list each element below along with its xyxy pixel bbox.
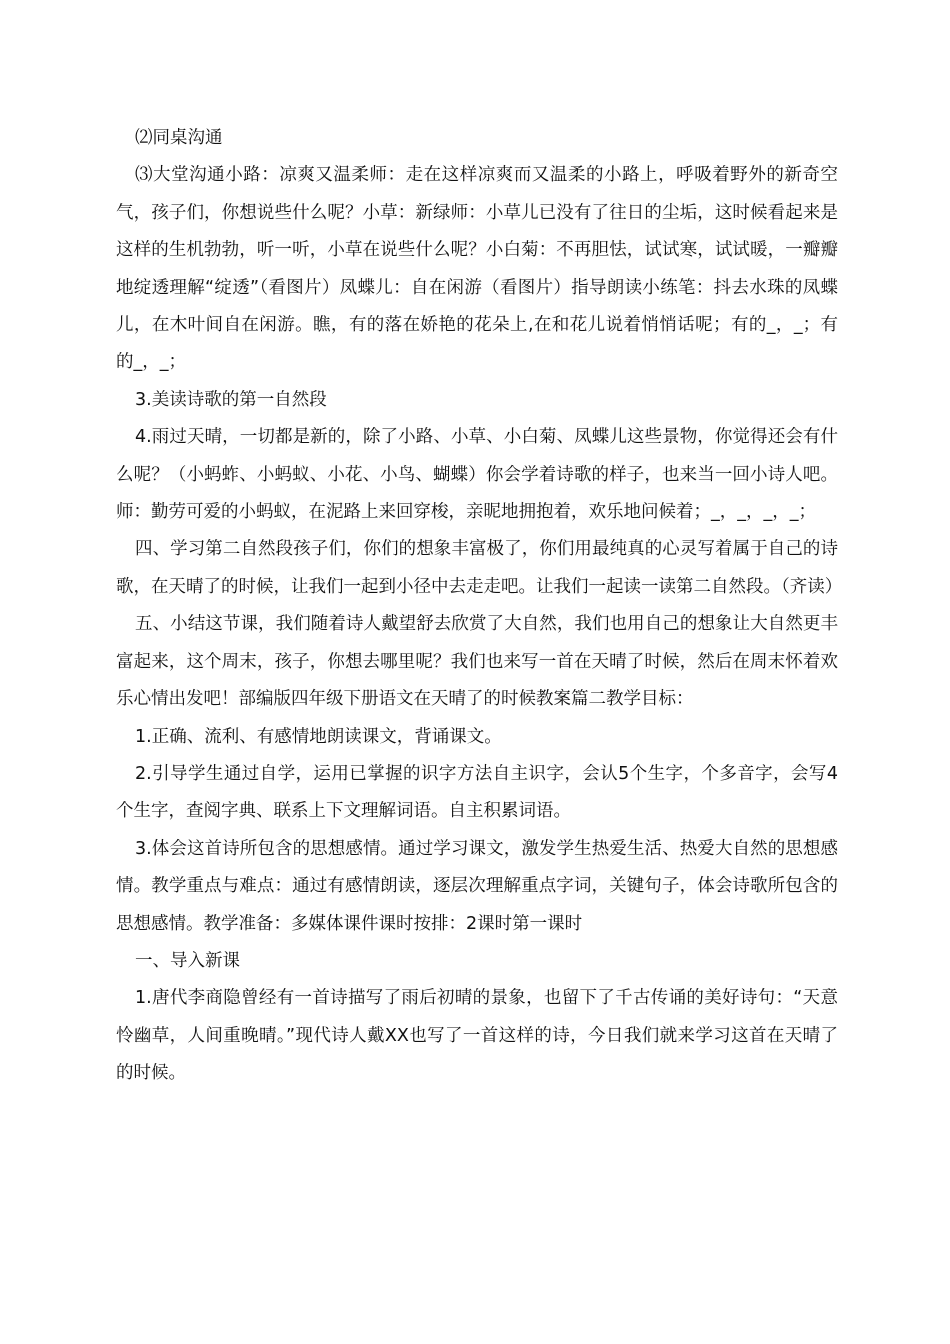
- paragraph-goal-one: 1.正确、流利、有感情地朗读课文，背诵课文。: [135, 726, 502, 747]
- paragraph-section-five: 五、小结这节课，我们随着诗人戴望舒去欣赏了大自然，我们也用自己的想象让大自然更丰富起来，这个周末，孩子，你想去哪里呢？我们也来写一首在天晴了时候，然后在周末怀着欢乐心情出发吧！部编版四年级下册语文在天晴了的时候教案篇二教学目标：: [116, 614, 838, 710]
- document-body: [116, 120, 843, 1093]
- heading-introduction: 一、导入新课: [135, 950, 240, 971]
- paragraph-goal-two: 2.引导学生通过自学，运用已掌握的识字方法自主识字，会认5个生字，个多音字，会写4个生字，查阅字典、联系上下文理解词语。自主积累词语。: [116, 763, 838, 822]
- paragraph-read-first-section: 3.美读诗歌的第一自然段: [135, 389, 327, 410]
- paragraph-goal-three: 3.体会这首诗所包含的思想感情。通过学习课文，激发学生热爱生活、热爱大自然的思想感情。教学重点与难点：通过有感情朗读，逐层次理解重点字词，关键句子，体会诗歌所包含的思想感情。教学准备：多媒体课件课时按排：2课时第一课时: [116, 838, 838, 934]
- paragraph-after-rain: 4.雨过天晴，一切都是新的，除了小路、小草、小白菊、凤蝶儿这些景物，你觉得还会有什么呢？（小蚂蚱、小蚂蚁、小花、小鸟、蝴蝶）你会学着诗歌的样子，也来当一回小诗人吧。师：勤劳可爱的小蚂蚁，在泥路上来回穿梭，亲昵地拥抱着，欢乐地问候着；_，_，_，_；: [116, 427, 838, 523]
- paragraph-class-communication: ⑶大堂沟通小路：凉爽又温柔师：走在这样凉爽而又温柔的小路上，呼吸着野外的新奇空气，孩子们，你想说些什么呢？小草：新绿师：小草儿已没有了往日的尘垢，这时候看起来是这样的生机勃勃，听一听，小草在说些什么呢？小白菊：不再胆怯，试试寒，试试暖，一瓣瓣地绽透理解“绽透”（看图片）凤蝶儿：自在闲游（看图片）指导朗读小练笔：抖去水珠的凤蝶儿，在木叶间自在闲游。瞧，有的落在娇艳的花朵上,在和花儿说着悄悄话呢；有的_，_；有的_，_；: [116, 165, 838, 373]
- paragraph-desk-mate-communication: ⑵同桌沟通: [135, 128, 223, 148]
- paragraph-introduction-one: 1.唐代李商隐曾经有一首诗描写了雨后初晴的景象，也留下了千古传诵的美好诗句：“天意怜幽草，人间重晚晴。”现代诗人戴XX也写了一首这样的诗，今日我们就来学习这首在天晴了的时候。: [116, 988, 838, 1084]
- paragraph-section-four: 四、学习第二自然段孩子们，你们的想象丰富极了，你们用最纯真的心灵写着属于自己的诗歌，在天晴了的时候，让我们一起到小径中去走走吧。让我们一起读一读第二自然段。（齐读）: [116, 539, 843, 597]
